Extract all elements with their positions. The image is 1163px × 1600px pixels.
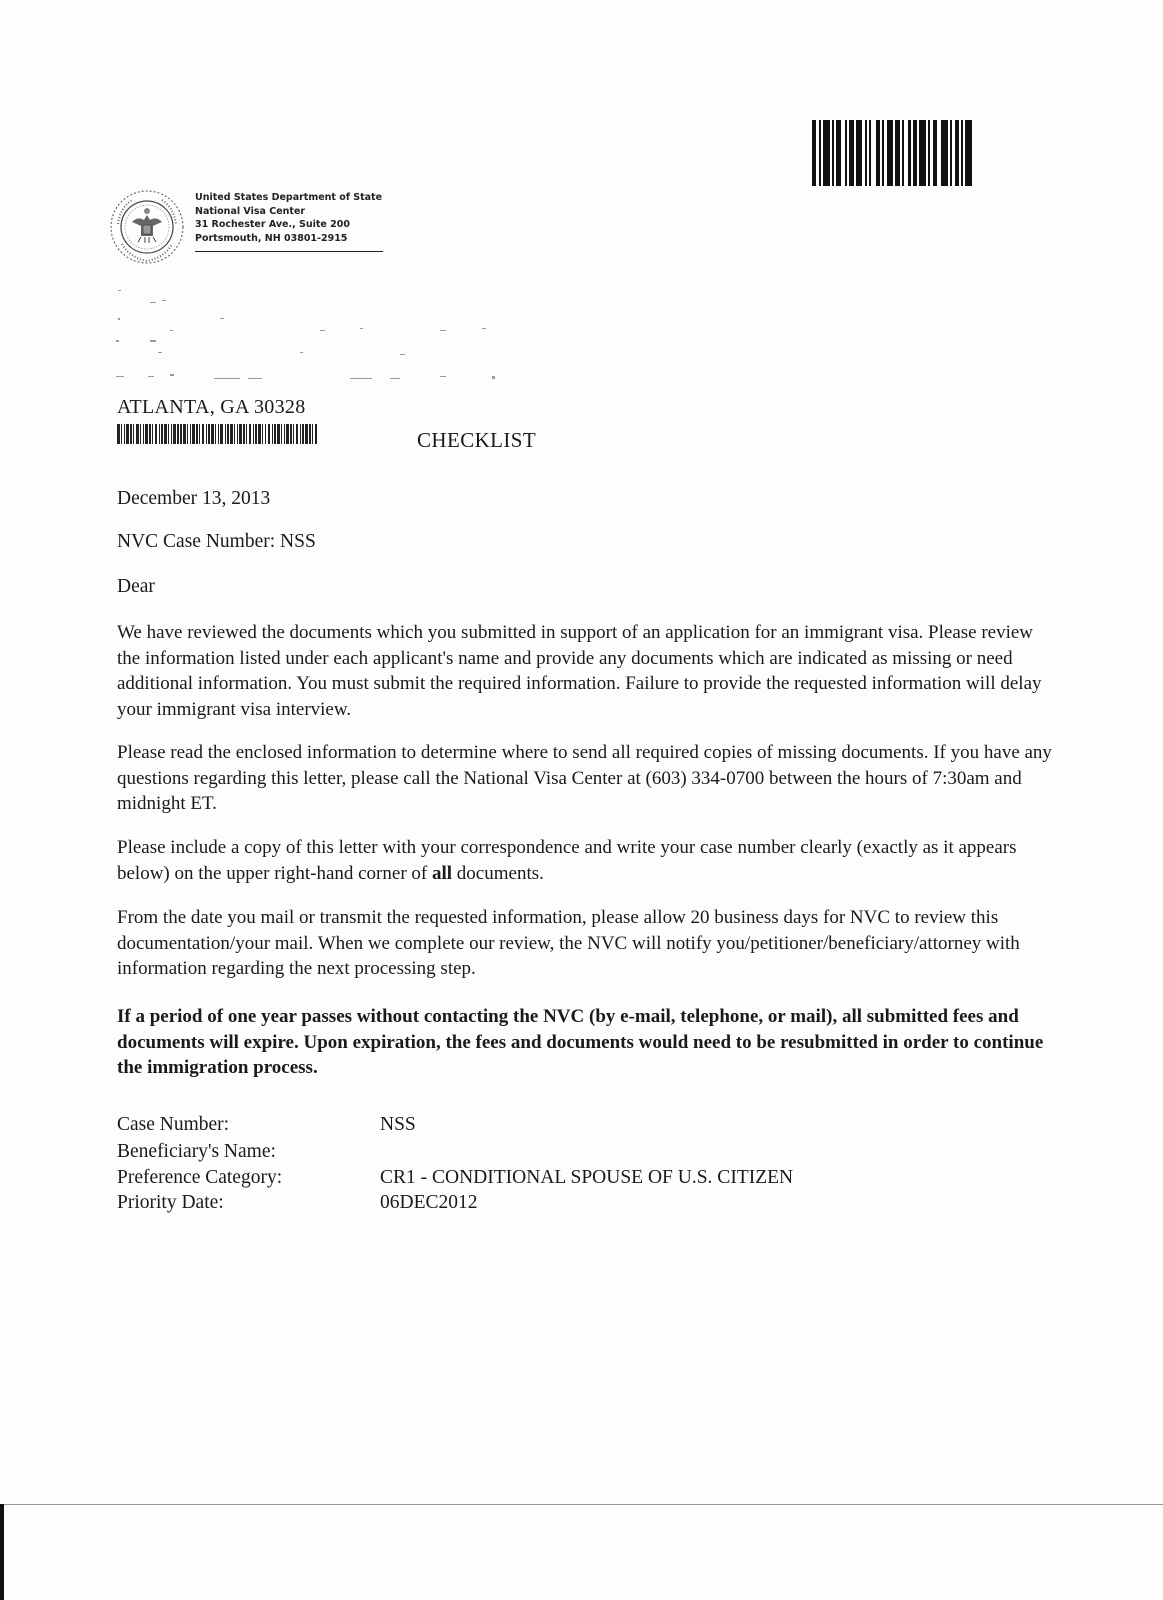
case-number-value: NSS — [380, 1114, 416, 1135]
barcode-bar — [941, 120, 948, 186]
document-type: CHECKLIST — [417, 428, 537, 452]
letterhead-center: National Visa Center — [195, 205, 306, 217]
case-number-label: Case Number: — [117, 1114, 230, 1135]
barcode-bar — [965, 120, 972, 186]
letterhead-department: United States Department of State — [195, 192, 383, 203]
barcode-bar — [919, 120, 926, 186]
barcode-bar — [317, 424, 318, 444]
department-seal-icon — [108, 188, 186, 266]
address-barcode — [117, 424, 375, 444]
scan-edge-mark — [0, 1504, 4, 1600]
paragraph-1: We have reviewed the documents which you submitted in support of an application for an immigrant visa. Please review the information listed under each applicant's name and provide any documents which are indicated as missing or need additional information. You must submit the required information. Failure to provide the requested information will delay your immigrant visa interview. — [117, 622, 1042, 720]
priority-date-value: 06DEC2012 — [380, 1192, 478, 1213]
nvc-case-number: NVC Case Number: NSS — [117, 531, 316, 552]
paragraph-3 — [117, 835, 1057, 886]
paragraph-4: From the date you mail or transmit the requested information, please allow 20 business days for NVC to review this documentation/your mail. When we complete our review, the NVC will notify you/petitioner/beneficiary/attorney with information regarding the next processing step. — [117, 907, 1020, 979]
paragraph-3-emphasis: all — [431, 862, 453, 884]
top-barcode — [812, 120, 1018, 186]
letter-date: December 13, 2013 — [117, 488, 271, 509]
scan-edge-line — [0, 1504, 1163, 1505]
letterhead-city: Portsmouth, NH 03801-2915 — [195, 232, 348, 244]
paragraph-3-end: documents. — [452, 862, 544, 884]
letterhead — [195, 191, 383, 252]
beneficiary-name-label: Beneficiary's Name: — [117, 1141, 276, 1162]
barcode-bar — [887, 120, 894, 186]
barcode-bar — [856, 120, 863, 186]
preference-category-label: Preference Category: — [117, 1167, 283, 1188]
salutation: Dear — [117, 576, 155, 597]
preference-category-value: CR1 - CONDITIONAL SPOUSE OF U.S. CITIZEN — [380, 1167, 794, 1188]
priority-date-label: Priority Date: — [117, 1192, 224, 1213]
barcode-bar — [823, 120, 830, 186]
letterhead-street: 31 Rochester Ave., Suite 200 — [195, 219, 350, 230]
expiration-warning: If a period of one year passes without contacting the NVC (by e-mail, telephone, or mail), all submitted fees and documents will expire. Upon expiration, the fees and documents would need to be resubmitted in order to continue the immigration process. — [117, 1006, 1044, 1078]
redacted-address — [110, 290, 530, 400]
paragraph-3-text: Please include a copy of this letter with your correspondence and write your case number clearly (exactly as it appears below) on the upper right-hand corner of — [117, 837, 1017, 884]
recipient-city-line: ATLANTA, GA 30328 — [117, 396, 306, 418]
paragraph-2: Please read the enclosed information to determine where to send all required copies of missing documents. If you have any questions regarding this letter, please call the National Visa Center at (603) 334-0700 between the hours of 7:30am and midnight ET. — [117, 742, 1052, 814]
